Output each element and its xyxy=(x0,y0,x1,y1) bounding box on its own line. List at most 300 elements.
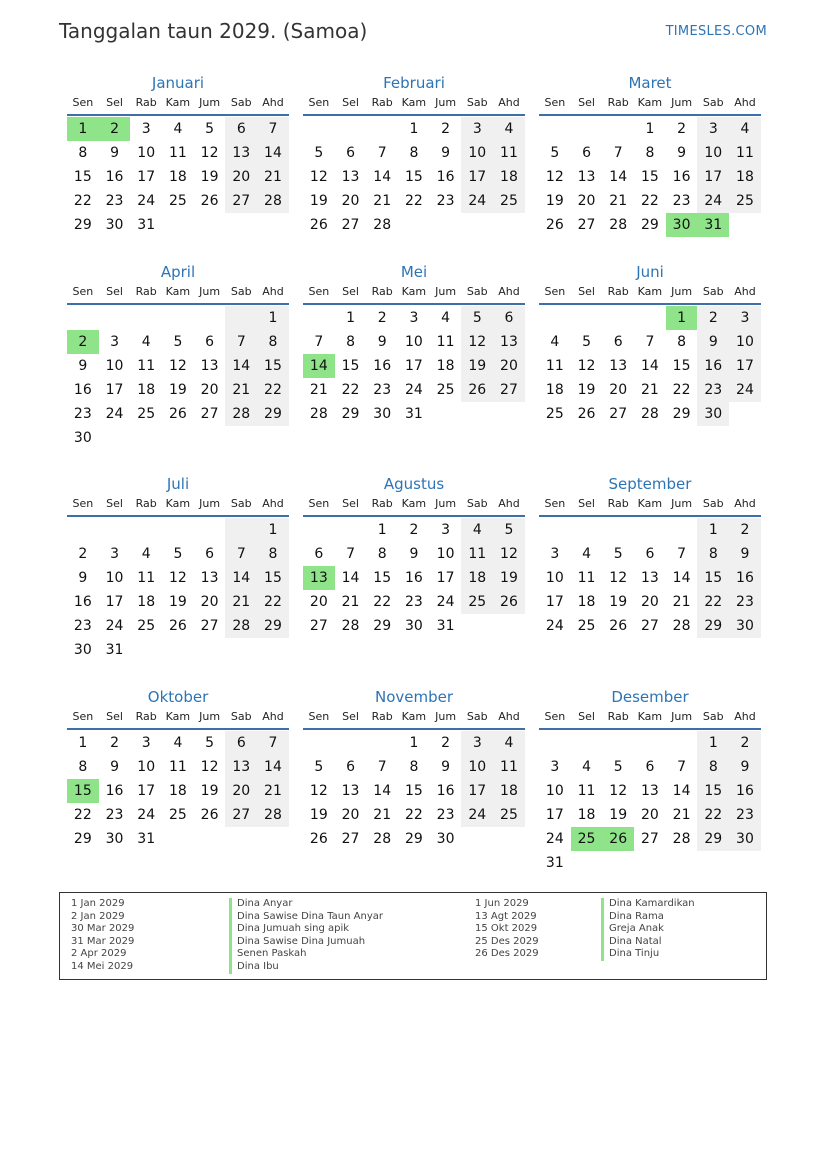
day-cell[interactable]: 23 xyxy=(436,193,455,209)
day-cell[interactable]: 23 xyxy=(436,807,455,823)
day-cell[interactable]: 20 xyxy=(341,193,360,209)
day-cell[interactable]: 4 xyxy=(582,759,591,775)
day-cell[interactable]: 25 xyxy=(461,590,493,614)
day-cell[interactable]: 27 xyxy=(640,831,659,847)
day-cell[interactable]: 4 xyxy=(141,546,151,562)
day-cell[interactable]: 3 xyxy=(461,117,493,141)
day-cell[interactable]: 3 xyxy=(409,310,419,326)
day-cell[interactable]: 3 xyxy=(550,546,560,562)
day-cell[interactable]: 1 xyxy=(257,306,289,330)
day-cell[interactable]: 22 xyxy=(341,382,360,398)
day-cell[interactable]: 4 xyxy=(493,117,525,141)
day-cell[interactable]: 7 xyxy=(257,117,289,141)
day-cell[interactable]: 15 xyxy=(257,566,289,590)
day-cell[interactable]: 14 xyxy=(257,755,289,779)
day-cell[interactable]: 3 xyxy=(441,522,451,538)
day-cell[interactable]: 21 xyxy=(225,378,257,402)
day-cell[interactable]: 7 xyxy=(257,731,289,755)
day-cell[interactable]: 6 xyxy=(582,145,591,161)
day-cell[interactable]: 9 xyxy=(110,759,119,775)
day-cell[interactable]: 14 xyxy=(672,570,691,586)
holiday-day-cell[interactable]: 2 xyxy=(67,330,99,354)
day-cell[interactable]: 20 xyxy=(200,594,219,610)
day-cell[interactable]: 9 xyxy=(677,145,687,161)
day-cell[interactable]: 17 xyxy=(461,165,493,189)
holiday-day-cell[interactable]: 2 xyxy=(99,117,131,141)
day-cell[interactable]: 23 xyxy=(73,406,92,422)
day-cell[interactable]: 26 xyxy=(493,590,525,614)
day-cell[interactable]: 27 xyxy=(493,378,525,402)
day-cell[interactable]: 13 xyxy=(225,755,257,779)
day-cell[interactable]: 21 xyxy=(373,807,392,823)
day-cell[interactable]: 30 xyxy=(404,618,423,634)
day-cell[interactable]: 16 xyxy=(436,169,455,185)
day-cell[interactable]: 8 xyxy=(257,330,289,354)
day-cell[interactable]: 18 xyxy=(137,594,156,610)
day-cell[interactable]: 9 xyxy=(110,145,119,161)
day-cell[interactable]: 15 xyxy=(373,570,392,586)
day-cell[interactable]: 5 xyxy=(493,518,525,542)
day-cell[interactable]: 22 xyxy=(373,594,392,610)
day-cell[interactable]: 17 xyxy=(697,165,729,189)
day-cell[interactable]: 3 xyxy=(141,121,151,137)
day-cell[interactable]: 24 xyxy=(545,831,564,847)
day-cell[interactable]: 15 xyxy=(73,169,92,185)
day-cell[interactable]: 9 xyxy=(697,330,729,354)
day-cell[interactable]: 30 xyxy=(729,827,761,851)
day-cell[interactable]: 6 xyxy=(314,546,324,562)
day-cell[interactable]: 11 xyxy=(168,145,187,161)
day-cell[interactable]: 9 xyxy=(409,546,419,562)
day-cell[interactable]: 22 xyxy=(73,807,92,823)
day-cell[interactable]: 22 xyxy=(73,193,92,209)
day-cell[interactable]: 5 xyxy=(550,145,560,161)
day-cell[interactable]: 31 xyxy=(137,831,156,847)
day-cell[interactable]: 30 xyxy=(73,430,92,446)
day-cell[interactable]: 11 xyxy=(577,570,596,586)
day-cell[interactable]: 24 xyxy=(137,193,156,209)
day-cell[interactable]: 6 xyxy=(346,759,355,775)
day-cell[interactable]: 6 xyxy=(225,117,257,141)
day-cell[interactable]: 22 xyxy=(404,807,423,823)
day-cell[interactable]: 14 xyxy=(341,570,360,586)
day-cell[interactable]: 6 xyxy=(205,546,215,562)
day-cell[interactable]: 22 xyxy=(697,803,729,827)
day-cell[interactable]: 12 xyxy=(609,570,628,586)
day-cell[interactable]: 31 xyxy=(137,217,156,233)
day-cell[interactable]: 24 xyxy=(105,406,124,422)
day-cell[interactable]: 3 xyxy=(110,334,119,350)
day-cell[interactable]: 2 xyxy=(677,121,687,137)
day-cell[interactable]: 20 xyxy=(493,354,525,378)
day-cell[interactable]: 30 xyxy=(105,217,124,233)
day-cell[interactable]: 25 xyxy=(137,618,156,634)
day-cell[interactable]: 18 xyxy=(168,169,187,185)
day-cell[interactable]: 5 xyxy=(205,735,215,751)
day-cell[interactable]: 11 xyxy=(137,570,156,586)
day-cell[interactable]: 25 xyxy=(137,406,156,422)
day-cell[interactable]: 27 xyxy=(577,217,596,233)
day-cell[interactable]: 11 xyxy=(461,542,493,566)
day-cell[interactable]: 2 xyxy=(409,522,419,538)
day-cell[interactable]: 2 xyxy=(729,731,761,755)
day-cell[interactable]: 9 xyxy=(78,570,88,586)
day-cell[interactable]: 5 xyxy=(205,121,215,137)
day-cell[interactable]: 6 xyxy=(645,546,655,562)
day-cell[interactable]: 22 xyxy=(640,193,659,209)
day-cell[interactable]: 9 xyxy=(729,542,761,566)
day-cell[interactable]: 27 xyxy=(309,618,328,634)
day-cell[interactable]: 25 xyxy=(168,193,187,209)
day-cell[interactable]: 13 xyxy=(609,358,628,374)
day-cell[interactable]: 13 xyxy=(200,570,219,586)
brand-link[interactable]: TIMESLES.COM xyxy=(665,24,767,39)
day-cell[interactable]: 26 xyxy=(200,807,219,823)
day-cell[interactable]: 1 xyxy=(409,121,419,137)
day-cell[interactable]: 29 xyxy=(257,402,289,426)
day-cell[interactable]: 16 xyxy=(404,570,423,586)
day-cell[interactable]: 5 xyxy=(582,334,591,350)
day-cell[interactable]: 4 xyxy=(493,731,525,755)
day-cell[interactable]: 10 xyxy=(105,570,124,586)
day-cell[interactable]: 28 xyxy=(341,618,360,634)
day-cell[interactable]: 14 xyxy=(225,354,257,378)
day-cell[interactable]: 10 xyxy=(404,334,423,350)
day-cell[interactable]: 21 xyxy=(609,193,628,209)
day-cell[interactable]: 19 xyxy=(577,382,596,398)
day-cell[interactable]: 8 xyxy=(409,759,419,775)
day-cell[interactable]: 21 xyxy=(225,590,257,614)
day-cell[interactable]: 29 xyxy=(341,406,360,422)
day-cell[interactable]: 9 xyxy=(729,755,761,779)
day-cell[interactable]: 12 xyxy=(309,169,328,185)
day-cell[interactable]: 8 xyxy=(697,755,729,779)
day-cell[interactable]: 6 xyxy=(493,306,525,330)
day-cell[interactable]: 29 xyxy=(697,614,729,638)
day-cell[interactable]: 29 xyxy=(73,831,92,847)
day-cell[interactable]: 24 xyxy=(105,618,124,634)
day-cell[interactable]: 19 xyxy=(461,354,493,378)
day-cell[interactable]: 20 xyxy=(640,594,659,610)
day-cell[interactable]: 10 xyxy=(545,570,564,586)
day-cell[interactable]: 12 xyxy=(168,358,187,374)
day-cell[interactable]: 20 xyxy=(200,382,219,398)
day-cell[interactable]: 3 xyxy=(110,546,119,562)
holiday-day-cell[interactable]: 13 xyxy=(303,566,335,590)
day-cell[interactable]: 7 xyxy=(225,330,257,354)
day-cell[interactable]: 26 xyxy=(309,217,328,233)
day-cell[interactable]: 26 xyxy=(168,406,187,422)
day-cell[interactable]: 18 xyxy=(545,382,564,398)
day-cell[interactable]: 13 xyxy=(640,570,659,586)
day-cell[interactable]: 24 xyxy=(404,382,423,398)
day-cell[interactable]: 17 xyxy=(545,594,564,610)
holiday-day-cell[interactable]: 1 xyxy=(67,117,99,141)
day-cell[interactable]: 2 xyxy=(441,735,451,751)
day-cell[interactable]: 16 xyxy=(729,566,761,590)
day-cell[interactable]: 11 xyxy=(137,358,156,374)
day-cell[interactable]: 27 xyxy=(200,618,219,634)
day-cell[interactable]: 30 xyxy=(729,614,761,638)
day-cell[interactable]: 24 xyxy=(137,807,156,823)
day-cell[interactable]: 1 xyxy=(346,310,355,326)
day-cell[interactable]: 7 xyxy=(377,759,387,775)
day-cell[interactable]: 30 xyxy=(73,642,92,658)
day-cell[interactable]: 24 xyxy=(545,618,564,634)
day-cell[interactable]: 28 xyxy=(672,831,691,847)
holiday-day-cell[interactable]: 26 xyxy=(602,827,634,851)
day-cell[interactable]: 10 xyxy=(436,546,455,562)
day-cell[interactable]: 23 xyxy=(729,590,761,614)
day-cell[interactable]: 13 xyxy=(577,169,596,185)
day-cell[interactable]: 18 xyxy=(493,779,525,803)
day-cell[interactable]: 8 xyxy=(257,542,289,566)
day-cell[interactable]: 27 xyxy=(225,189,257,213)
day-cell[interactable]: 7 xyxy=(645,334,655,350)
day-cell[interactable]: 16 xyxy=(73,382,92,398)
day-cell[interactable]: 1 xyxy=(697,731,729,755)
day-cell[interactable]: 4 xyxy=(173,735,183,751)
day-cell[interactable]: 9 xyxy=(377,334,387,350)
day-cell[interactable]: 8 xyxy=(377,546,387,562)
day-cell[interactable]: 3 xyxy=(729,306,761,330)
day-cell[interactable]: 7 xyxy=(314,334,324,350)
day-cell[interactable]: 27 xyxy=(200,406,219,422)
day-cell[interactable]: 8 xyxy=(78,759,88,775)
day-cell[interactable]: 15 xyxy=(404,783,423,799)
day-cell[interactable]: 15 xyxy=(697,779,729,803)
day-cell[interactable]: 4 xyxy=(582,546,591,562)
day-cell[interactable]: 25 xyxy=(436,382,455,398)
day-cell[interactable]: 29 xyxy=(257,614,289,638)
day-cell[interactable]: 12 xyxy=(168,570,187,586)
day-cell[interactable]: 31 xyxy=(404,406,423,422)
day-cell[interactable]: 11 xyxy=(493,755,525,779)
day-cell[interactable]: 29 xyxy=(73,217,92,233)
day-cell[interactable]: 14 xyxy=(640,358,659,374)
day-cell[interactable]: 5 xyxy=(613,546,623,562)
day-cell[interactable]: 22 xyxy=(672,382,691,398)
day-cell[interactable]: 17 xyxy=(436,570,455,586)
day-cell[interactable]: 12 xyxy=(493,542,525,566)
day-cell[interactable]: 29 xyxy=(697,827,729,851)
day-cell[interactable]: 28 xyxy=(309,406,328,422)
day-cell[interactable]: 11 xyxy=(545,358,564,374)
day-cell[interactable]: 24 xyxy=(697,189,729,213)
day-cell[interactable]: 8 xyxy=(697,542,729,566)
day-cell[interactable]: 21 xyxy=(373,193,392,209)
day-cell[interactable]: 22 xyxy=(404,193,423,209)
day-cell[interactable]: 7 xyxy=(613,145,623,161)
day-cell[interactable]: 24 xyxy=(436,594,455,610)
day-cell[interactable]: 4 xyxy=(461,518,493,542)
day-cell[interactable]: 21 xyxy=(672,594,691,610)
day-cell[interactable]: 28 xyxy=(640,406,659,422)
day-cell[interactable]: 16 xyxy=(697,354,729,378)
day-cell[interactable]: 25 xyxy=(545,406,564,422)
day-cell[interactable]: 19 xyxy=(168,594,187,610)
day-cell[interactable]: 10 xyxy=(461,755,493,779)
day-cell[interactable]: 20 xyxy=(341,807,360,823)
day-cell[interactable]: 5 xyxy=(461,306,493,330)
day-cell[interactable]: 8 xyxy=(409,145,419,161)
day-cell[interactable]: 14 xyxy=(225,566,257,590)
day-cell[interactable]: 23 xyxy=(672,193,691,209)
day-cell[interactable]: 8 xyxy=(677,334,687,350)
day-cell[interactable]: 22 xyxy=(257,378,289,402)
day-cell[interactable]: 2 xyxy=(78,546,88,562)
day-cell[interactable]: 23 xyxy=(105,807,124,823)
day-cell[interactable]: 22 xyxy=(257,590,289,614)
day-cell[interactable]: 15 xyxy=(257,354,289,378)
day-cell[interactable]: 10 xyxy=(697,141,729,165)
day-cell[interactable]: 4 xyxy=(441,310,451,326)
day-cell[interactable]: 20 xyxy=(577,193,596,209)
holiday-day-cell[interactable]: 25 xyxy=(571,827,603,851)
day-cell[interactable]: 20 xyxy=(309,594,328,610)
day-cell[interactable]: 26 xyxy=(577,406,596,422)
day-cell[interactable]: 13 xyxy=(341,783,360,799)
holiday-day-cell[interactable]: 1 xyxy=(666,306,698,330)
day-cell[interactable]: 30 xyxy=(697,402,729,426)
day-cell[interactable]: 11 xyxy=(436,334,455,350)
day-cell[interactable]: 9 xyxy=(441,145,451,161)
day-cell[interactable]: 30 xyxy=(373,406,392,422)
day-cell[interactable]: 10 xyxy=(729,330,761,354)
day-cell[interactable]: 10 xyxy=(105,358,124,374)
day-cell[interactable]: 13 xyxy=(493,330,525,354)
day-cell[interactable]: 4 xyxy=(729,117,761,141)
day-cell[interactable]: 10 xyxy=(461,141,493,165)
day-cell[interactable]: 13 xyxy=(341,169,360,185)
day-cell[interactable]: 17 xyxy=(404,358,423,374)
day-cell[interactable]: 14 xyxy=(672,783,691,799)
day-cell[interactable]: 14 xyxy=(373,783,392,799)
day-cell[interactable]: 4 xyxy=(173,121,183,137)
day-cell[interactable]: 18 xyxy=(436,358,455,374)
day-cell[interactable]: 21 xyxy=(309,382,328,398)
day-cell[interactable]: 1 xyxy=(257,518,289,542)
day-cell[interactable]: 21 xyxy=(640,382,659,398)
day-cell[interactable]: 27 xyxy=(341,217,360,233)
day-cell[interactable]: 14 xyxy=(609,169,628,185)
day-cell[interactable]: 22 xyxy=(697,590,729,614)
day-cell[interactable]: 18 xyxy=(493,165,525,189)
day-cell[interactable]: 11 xyxy=(493,141,525,165)
day-cell[interactable]: 23 xyxy=(729,803,761,827)
day-cell[interactable]: 5 xyxy=(173,546,183,562)
day-cell[interactable]: 29 xyxy=(373,618,392,634)
holiday-day-cell[interactable]: 14 xyxy=(303,354,335,378)
day-cell[interactable]: 29 xyxy=(404,831,423,847)
day-cell[interactable]: 23 xyxy=(73,618,92,634)
day-cell[interactable]: 25 xyxy=(168,807,187,823)
day-cell[interactable]: 5 xyxy=(173,334,183,350)
day-cell[interactable]: 28 xyxy=(609,217,628,233)
day-cell[interactable]: 17 xyxy=(729,354,761,378)
day-cell[interactable]: 28 xyxy=(257,189,289,213)
day-cell[interactable]: 29 xyxy=(640,217,659,233)
day-cell[interactable]: 19 xyxy=(609,594,628,610)
day-cell[interactable]: 13 xyxy=(200,358,219,374)
day-cell[interactable]: 2 xyxy=(441,121,451,137)
day-cell[interactable]: 7 xyxy=(346,546,355,562)
day-cell[interactable]: 26 xyxy=(609,618,628,634)
day-cell[interactable]: 30 xyxy=(105,831,124,847)
day-cell[interactable]: 10 xyxy=(545,783,564,799)
day-cell[interactable]: 19 xyxy=(609,807,628,823)
day-cell[interactable]: 16 xyxy=(436,783,455,799)
day-cell[interactable]: 19 xyxy=(309,807,328,823)
day-cell[interactable]: 2 xyxy=(377,310,387,326)
day-cell[interactable]: 9 xyxy=(441,759,451,775)
day-cell[interactable]: 16 xyxy=(373,358,392,374)
day-cell[interactable]: 24 xyxy=(461,803,493,827)
day-cell[interactable]: 15 xyxy=(672,358,691,374)
holiday-day-cell[interactable]: 30 xyxy=(666,213,698,237)
day-cell[interactable]: 29 xyxy=(672,406,691,422)
day-cell[interactable]: 1 xyxy=(697,518,729,542)
day-cell[interactable]: 21 xyxy=(257,779,289,803)
day-cell[interactable]: 15 xyxy=(341,358,360,374)
day-cell[interactable]: 23 xyxy=(373,382,392,398)
day-cell[interactable]: 19 xyxy=(493,566,525,590)
day-cell[interactable]: 2 xyxy=(729,518,761,542)
day-cell[interactable]: 27 xyxy=(640,618,659,634)
day-cell[interactable]: 28 xyxy=(225,402,257,426)
day-cell[interactable]: 20 xyxy=(225,165,257,189)
day-cell[interactable]: 16 xyxy=(672,169,691,185)
day-cell[interactable]: 28 xyxy=(373,217,392,233)
day-cell[interactable]: 16 xyxy=(73,594,92,610)
day-cell[interactable]: 10 xyxy=(137,145,156,161)
day-cell[interactable]: 19 xyxy=(309,193,328,209)
day-cell[interactable]: 10 xyxy=(137,759,156,775)
day-cell[interactable]: 7 xyxy=(677,546,687,562)
day-cell[interactable]: 26 xyxy=(168,618,187,634)
day-cell[interactable]: 28 xyxy=(672,618,691,634)
day-cell[interactable]: 13 xyxy=(640,783,659,799)
day-cell[interactable]: 12 xyxy=(545,169,564,185)
day-cell[interactable]: 17 xyxy=(105,594,124,610)
day-cell[interactable]: 12 xyxy=(577,358,596,374)
day-cell[interactable]: 8 xyxy=(346,334,355,350)
day-cell[interactable]: 16 xyxy=(729,779,761,803)
day-cell[interactable]: 4 xyxy=(550,334,560,350)
day-cell[interactable]: 14 xyxy=(257,141,289,165)
day-cell[interactable]: 21 xyxy=(672,807,691,823)
day-cell[interactable]: 18 xyxy=(168,783,187,799)
day-cell[interactable]: 3 xyxy=(550,759,560,775)
day-cell[interactable]: 19 xyxy=(200,169,219,185)
day-cell[interactable]: 17 xyxy=(137,783,156,799)
day-cell[interactable]: 17 xyxy=(545,807,564,823)
day-cell[interactable]: 28 xyxy=(257,803,289,827)
day-cell[interactable]: 23 xyxy=(404,594,423,610)
day-cell[interactable]: 18 xyxy=(137,382,156,398)
holiday-day-cell[interactable]: 31 xyxy=(697,213,729,237)
day-cell[interactable]: 6 xyxy=(613,334,623,350)
day-cell[interactable]: 28 xyxy=(225,614,257,638)
day-cell[interactable]: 20 xyxy=(225,779,257,803)
day-cell[interactable]: 1 xyxy=(377,522,387,538)
day-cell[interactable]: 17 xyxy=(461,779,493,803)
day-cell[interactable]: 19 xyxy=(545,193,564,209)
day-cell[interactable]: 27 xyxy=(609,406,628,422)
day-cell[interactable]: 24 xyxy=(729,378,761,402)
day-cell[interactable]: 26 xyxy=(309,831,328,847)
day-cell[interactable]: 12 xyxy=(609,783,628,799)
